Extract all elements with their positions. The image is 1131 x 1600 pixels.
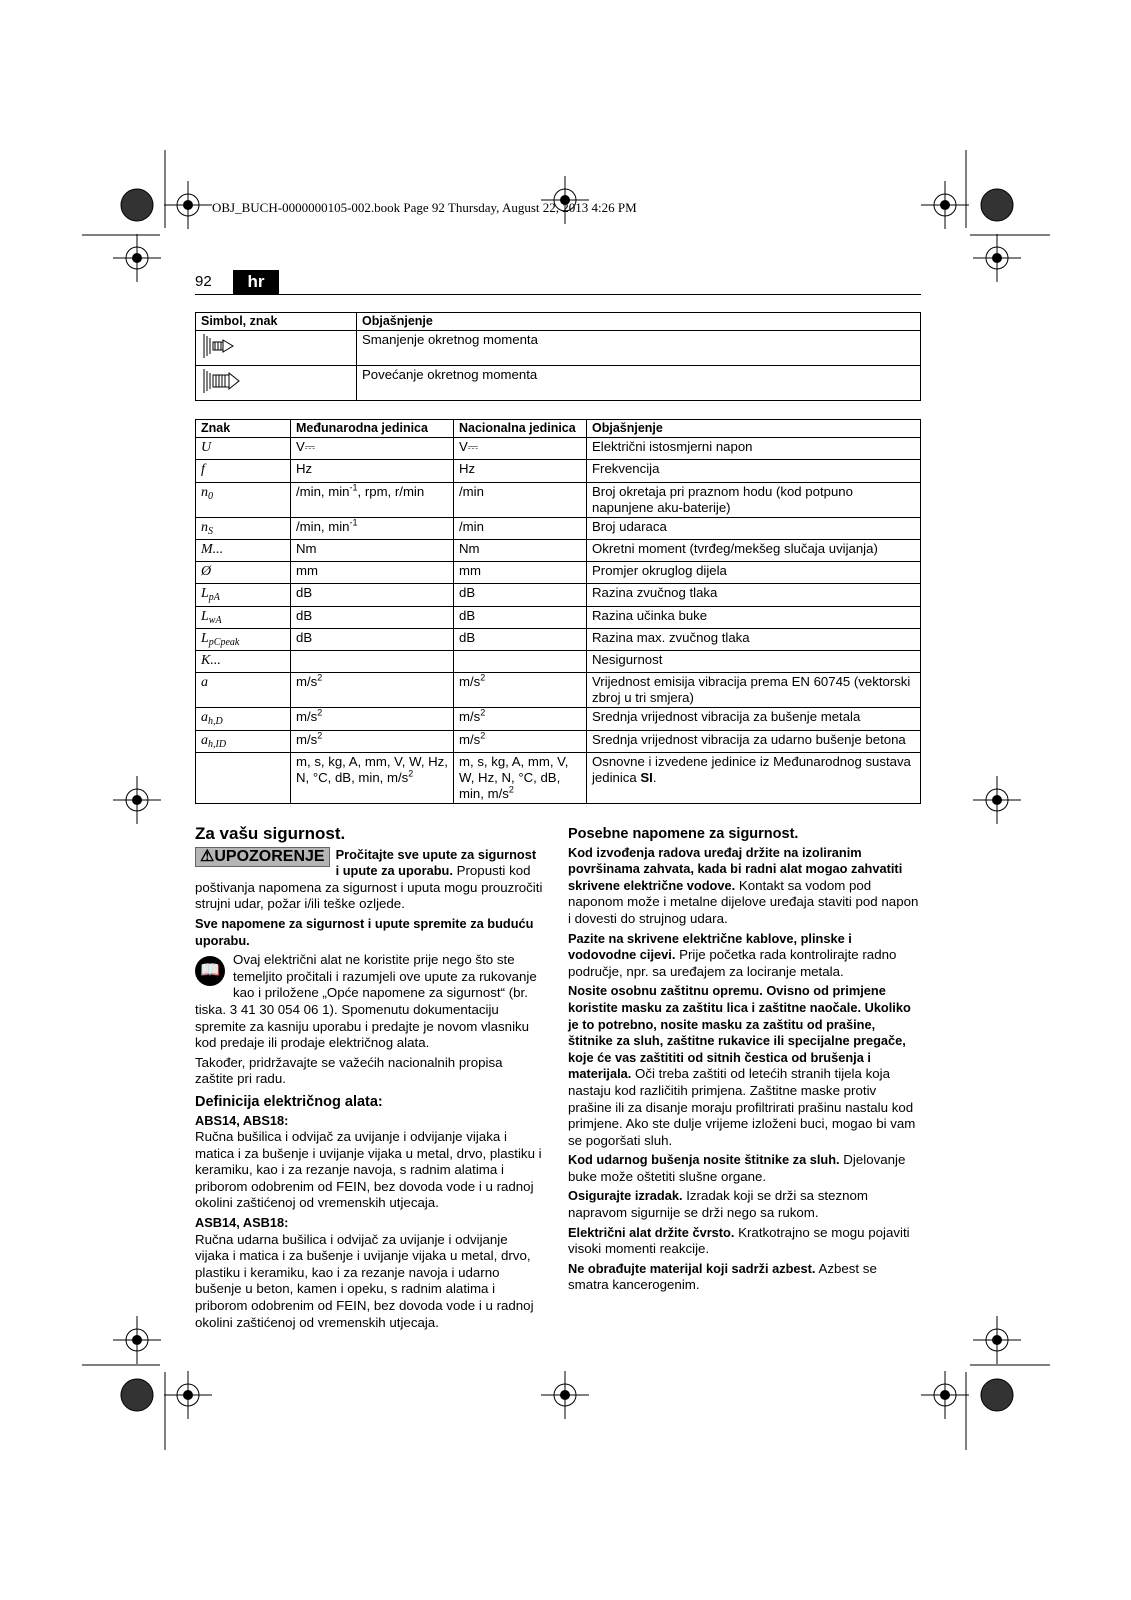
symbol: M... [201, 542, 224, 557]
table-row [196, 366, 921, 401]
description-cell [587, 628, 921, 650]
symbol-subscript: pA [208, 592, 220, 604]
safety-note [568, 1188, 920, 1221]
nat-unit: m/s [459, 674, 481, 690]
symbol-subscript: S [208, 525, 213, 537]
nat-unit-cell [454, 650, 587, 672]
symbol-cell [196, 606, 291, 628]
safety-note-bold: Ne obrađujte materijal koji sadrži azbest. [568, 1260, 816, 1276]
registration-star-icon [981, 189, 1013, 221]
units-table-header: Objašnjenje [587, 420, 921, 438]
symbol-cell [196, 628, 291, 650]
model-label: ABS14, ABS18: [195, 1112, 289, 1128]
registration-cross-icon [973, 234, 1021, 282]
model-description: Ručna bušilica i odvijač za uvijanje i odvijanje vijaka i matica i za bušenje i uvijanje vijaka u metal, drvo, plastiku i keramiku, kao i za rezanje navoja, s radnim alatima i priborom odobrenim od FEIN, bez dovoda vode i u radnoj okolini zaštićenoj od vremenskih utjecaja. [195, 1129, 542, 1211]
warning-bold: Pročitajte sve upute za sigurnost i upute za uporabu. [335, 846, 537, 879]
nat-unit-cell [454, 562, 587, 584]
symbol-description: Smanjenje okretnog momenta [357, 331, 921, 366]
registration-star-icon [121, 189, 153, 221]
description-cell [587, 460, 921, 482]
nat-unit-sup: 2 [480, 707, 486, 718]
safety-note-text: Djelovanje buke može oštetiti slušne organe. [568, 1152, 906, 1184]
intl-unit-cell [291, 606, 454, 628]
definition-title: Definicija električnog alata: [195, 1093, 383, 1110]
intl-unit-cell [291, 460, 454, 482]
nat-unit-cell [454, 584, 587, 606]
description: Broj okretaja pri praznom hodu (kod potpuno napunjene aku-baterije) [592, 483, 853, 515]
registration-cross-icon [113, 234, 161, 282]
registration-cross-icon [973, 1316, 1021, 1364]
intl-unit-cell [291, 482, 454, 517]
warning-text: Propusti kod poštivanja napomena za sigurnost i uputa mogu prouzročiti strujni udar, požar i/ili teške ozljede. [195, 863, 543, 912]
description-cell [587, 482, 921, 517]
nat-unit: dB [459, 629, 476, 645]
nat-unit: /min [459, 518, 484, 534]
header-divider [195, 294, 921, 295]
intl-unit: mm [296, 563, 318, 579]
safety-note-bold: Kod udarnog bušenja nosite štitnike za sluh. [568, 1152, 840, 1168]
symbol: a [201, 675, 208, 691]
symbol: a [201, 732, 208, 748]
symbol-subscript: wA [208, 614, 222, 626]
nat-unit: m, s, kg, A, mm, V, W, Hz, N, °C, dB, min, m/s [459, 753, 569, 801]
safety-note-text: Oči treba zaštiti od letećih stranih tijela koja nastaju kod različitih primjena. Zaštitne maske protiv prašine ili za disanje moraju profiltrirati prašinu nastalu kod primjene. Ako ste dulje vrijeme izloženi buci, mogao bi vam se pogoršati sluh. [568, 1066, 916, 1148]
symbol-subscript: pCpeak [208, 636, 240, 648]
nat-unit: /min [459, 483, 484, 499]
intl-unit-cell [291, 584, 454, 606]
nat-unit: Nm [459, 541, 480, 556]
nat-unit-cell [454, 460, 587, 482]
safety-note-bold: Pazite na skrivene električne kablove, plinske i vodovodne cijevi. [568, 930, 852, 963]
symbol-description: Povećanje okretnog momenta [357, 366, 921, 401]
nat-unit-sup: 2 [480, 672, 486, 683]
nat-unit-cell [454, 517, 587, 539]
table-row [196, 460, 921, 482]
intl-unit-cell [291, 708, 454, 730]
intl-unit-sup: 2 [317, 730, 323, 741]
symbol-subscript: h,D [208, 716, 223, 728]
warning-paragraph [195, 847, 543, 913]
safety-note-text: Kratkotrajno se mogu pojaviti visoki momenti reakcije. [568, 1224, 910, 1257]
registration-cross-icon [113, 1316, 161, 1364]
table-row [196, 730, 921, 752]
safety-note [568, 931, 920, 981]
safety-note-bold: Osigurajte izradak. [568, 1188, 683, 1204]
right-column [568, 826, 920, 1297]
warning-triangle-icon: ⚠ [200, 847, 215, 865]
symbol: f [201, 462, 205, 478]
symbol-cell [196, 650, 291, 672]
description: Razina max. zvučnog tlaka [592, 629, 750, 645]
nat-unit-cell [454, 482, 587, 517]
intl-unit: m, s, kg, A, mm, V, W, Hz, N, °C, dB, min, m/s [296, 753, 448, 785]
nat-unit: m/s [459, 731, 481, 747]
description: Razina učinka buke [592, 607, 708, 623]
intl-unit: m/s [296, 674, 318, 690]
description-cell [587, 540, 921, 562]
safety-title: Za vašu sigurnost. [195, 824, 346, 843]
intl-unit: Hz [296, 461, 313, 477]
symbol-cell [196, 562, 291, 584]
registration-star-icon [121, 1379, 153, 1411]
description: Promjer okruglog dijela [592, 563, 727, 579]
model-description: Ručna udarna bušilica i odvijač za uvijanje i odvijanje vijaka i matica i za bušenje i uvijanje vijaka u metal, drvo, plastiku i keramiku, kao i za rezanje navoja i udarno bušenje u beton, kamen i opeku, s radnim alatima i priborom odobrenim od FEIN, bez dovoda vode i u radnoj okolini zaštićenoj od vremenskih utjecaja. [195, 1231, 534, 1330]
table-row [196, 584, 921, 606]
symbol-cell [196, 482, 291, 517]
table-row [196, 606, 921, 628]
intl-unit-sup: 2 [408, 768, 414, 779]
safety-note-bold: Kod izvođenja radova uređaj držite na izoliranim površinama zahvata, kada bi radni alat mogao zahvatiti skrivene električne vodove. [568, 844, 903, 893]
nat-unit: m/s [459, 709, 481, 725]
print-header: OBJ_BUCH-0000000105-002.book Page 92 Thursday, August 22, 2013 4:26 PM [212, 200, 637, 215]
symbol-subscript: 0 [208, 490, 213, 502]
symbol-cell [196, 730, 291, 752]
safety-note [568, 1261, 920, 1294]
registration-cross-icon [921, 1371, 969, 1419]
safety-note-text: Azbest se smatra kancerogenim. [568, 1260, 877, 1293]
safety-note-text: Kontakt sa vodom pod naponom može i metalne dijelove uređaja staviti pod napon i dovesti do strujnog udara. [568, 877, 919, 926]
description: Okretni moment (tvrđeg/mekšeg slučaja uvijanja) [592, 541, 878, 556]
symbol: n [201, 484, 208, 500]
table-row [196, 438, 921, 460]
table-row [196, 540, 921, 562]
nat-unit: Hz [459, 461, 476, 477]
table-row [196, 562, 921, 584]
torque-increase-icon [196, 366, 357, 401]
nat-unit-cell [454, 438, 587, 460]
symbol-cell [196, 708, 291, 730]
intl-unit: m/s [296, 709, 318, 725]
description: Osnovne i izvedene jedinice iz Međunarodnog sustava jedinica [592, 753, 911, 785]
symbol-table-header: Objašnjenje [357, 313, 921, 331]
nat-unit: dB [459, 585, 476, 601]
symbol: K... [201, 652, 221, 668]
safety-note-bold: Električni alat držite čvrsto. [568, 1224, 735, 1240]
nat-unit-cell [454, 708, 587, 730]
safety-note [568, 1152, 920, 1185]
symbol: U [201, 440, 212, 456]
intl-unit-cell [291, 517, 454, 539]
description: Nesigurnost [592, 651, 663, 667]
safety-note-text: Prije početka rada kontrolirajte radno područje, npr. sa uređajem za lociranje metala. [568, 947, 897, 979]
description-end: . [652, 769, 657, 785]
left-column [195, 826, 543, 1334]
safety-note-text: Izradak koji se drži sa steznom napravom sigurnije se drži nego sa rukom. [568, 1188, 869, 1221]
description-cell [587, 708, 921, 730]
language-badge: hr [233, 270, 279, 294]
units-table-header: Međunarodna jedinica [291, 420, 454, 438]
model-label: ASB14, ASB18: [195, 1215, 289, 1231]
intl-unit-cell [291, 650, 454, 672]
description-cell [587, 673, 921, 708]
description-cell [587, 562, 921, 584]
registration-cross-icon [164, 181, 212, 229]
registration-cross-icon [541, 1371, 589, 1419]
intl-unit-cell [291, 673, 454, 708]
intl-unit-sup: -1 [349, 482, 358, 493]
safety-note [568, 1225, 920, 1258]
description-cell [587, 752, 921, 803]
nat-unit: V⎓ [459, 439, 479, 455]
description: Srednja vrijednost vibracija za bušenje metala [592, 709, 861, 725]
nat-unit-sup: 2 [480, 730, 486, 741]
si-label: SI [640, 769, 653, 785]
registration-cross-icon [973, 776, 1021, 824]
symbol-cell [196, 540, 291, 562]
safety-note-bold: Nosite osobnu zaštitnu opremu. Ovisno od primjene koristite masku za zaštitu lica i zaštitne naočale. Ukoliko je to potrebno, nosite masku za zaštitu od prašine, štitnike za sluh, zaštitne rukavice ili specijalne pregače, koje će vas zaštititi od sitnih čestica od brušenja i materijala. [568, 983, 911, 1082]
symbol-table-header: Simbol, znak [196, 313, 357, 331]
registration-cross-icon [921, 181, 969, 229]
read-manual-icon: 📖 [195, 956, 225, 986]
intl-unit: dB [296, 629, 313, 645]
description-cell [587, 584, 921, 606]
nat-unit-sup: 2 [508, 784, 514, 795]
description: Razina zvučnog tlaka [592, 585, 718, 601]
keep-instructions-note: Sve napomene za sigurnost i upute spremite za buduću uporabu. [195, 915, 534, 948]
description: Broj udaraca [592, 518, 667, 534]
symbol: L [201, 608, 209, 624]
nat-unit-cell [454, 673, 587, 708]
symbol: a [201, 710, 208, 726]
table-row [196, 517, 921, 539]
registration-cross-icon [113, 776, 161, 824]
intl-unit: dB [296, 607, 313, 623]
special-safety-title: Posebne napomene za sigurnost. [568, 826, 799, 842]
safety-note [568, 983, 920, 1149]
intl-unit-cell [291, 628, 454, 650]
nat-unit-cell [454, 730, 587, 752]
warning-badge [195, 847, 330, 868]
description-cell [587, 730, 921, 752]
intl-unit: m/s [296, 731, 318, 747]
nat-unit-cell [454, 628, 587, 650]
torque-decrease-icon [196, 331, 357, 366]
intl-unit-sup: 2 [317, 707, 323, 718]
intl-unit: /min, min [296, 518, 350, 534]
safety-notes [568, 845, 920, 1294]
table-row [196, 650, 921, 672]
symbol-cell [196, 673, 291, 708]
description-cell [587, 438, 921, 460]
national-regulations-text: Također, pridržavajte se važećih nacionalnih propisa zaštite pri radu. [195, 1054, 503, 1087]
intl-unit: V⎓ [296, 439, 316, 455]
table-row [196, 673, 921, 708]
description-cell [587, 650, 921, 672]
nat-unit-cell [454, 752, 587, 803]
page-number: 92 [195, 273, 212, 290]
symbol: Ø [201, 564, 212, 580]
warning-badge-label: UPOZORENJE [214, 847, 325, 865]
intl-unit-sup: -1 [349, 517, 358, 528]
nat-unit-cell [454, 606, 587, 628]
description: Frekvencija [592, 461, 660, 477]
intl-unit-cell [291, 540, 454, 562]
symbol-cell [196, 752, 291, 803]
nat-unit: mm [459, 563, 481, 579]
symbol-subscript: h,ID [208, 738, 227, 750]
table-row [196, 752, 921, 803]
symbol: L [201, 586, 209, 602]
symbol: L [201, 630, 209, 646]
nat-unit-cell [454, 540, 587, 562]
intl-unit: Nm [296, 541, 317, 556]
intl-unit: dB [296, 585, 313, 601]
units-table-header: Znak [196, 420, 291, 438]
description-cell [587, 517, 921, 539]
units-table [195, 419, 921, 804]
description: Električni istosmjerni napon [592, 439, 753, 455]
intl-unit-cell [291, 730, 454, 752]
safety-note [568, 845, 920, 928]
manual-paragraph [195, 952, 543, 1052]
symbol-table [195, 312, 921, 401]
table-row [196, 331, 921, 366]
intl-unit-tail: , rpm, r/min [357, 483, 425, 499]
description-cell [587, 606, 921, 628]
registration-star-icon [981, 1379, 1013, 1411]
description: Vrijednost emisija vibracija prema EN 60745 (vektorski zbroj u tri smjera) [592, 674, 911, 706]
intl-unit: /min, min [296, 483, 350, 499]
manual-text: Ovaj električni alat ne koristite prije nego što ste temeljito pročitali i razumjeli ove upute za rukovanje kao i priložene „Opće napomene za sigurnost“ (br. tiska. 3 41 30 054 06 1). Spomenutu dokumentaciju spremite za kasniju uporabu i predajte je novom vlasniku kod predaje ili prodaje električnog alata. [195, 952, 537, 1051]
description: Srednja vrijednost vibracija za udarno bušenje betona [592, 731, 906, 747]
intl-unit-cell [291, 438, 454, 460]
symbol-cell [196, 584, 291, 606]
nat-unit: dB [459, 607, 476, 623]
intl-unit-sup: 2 [317, 672, 323, 683]
intl-unit-cell [291, 562, 454, 584]
symbol: n [201, 519, 208, 535]
units-table-header: Nacionalna jedinica [454, 420, 587, 438]
table-row [196, 482, 921, 517]
symbol-cell [196, 438, 291, 460]
registration-cross-icon [164, 1371, 212, 1419]
table-row [196, 708, 921, 730]
table-row [196, 628, 921, 650]
symbol-cell [196, 460, 291, 482]
symbol-cell [196, 517, 291, 539]
intl-unit-cell [291, 752, 454, 803]
